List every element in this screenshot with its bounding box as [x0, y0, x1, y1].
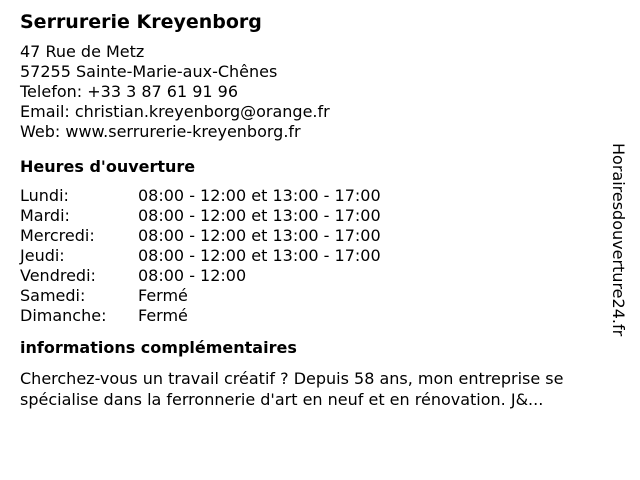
- hours-row-tuesday: [20, 206, 610, 226]
- email-address: Email: christian.kreyenborg@orange.fr: [20, 102, 330, 121]
- hours-time-value: 08:00 - 12:00 et 13:00 - 17:00: [138, 206, 381, 225]
- hours-row-saturday: [20, 286, 610, 306]
- additional-info-heading: informations complémentaires: [20, 338, 297, 357]
- hours-day-label: Mercredi:: [20, 226, 95, 245]
- hours-time-value: 08:00 - 12:00 et 13:00 - 17:00: [138, 226, 381, 245]
- hours-time-value: 08:00 - 12:00: [138, 266, 247, 285]
- hours-day-label: Dimanche:: [20, 306, 107, 325]
- hours-time-value: 08:00 - 12:00 et 13:00 - 17:00: [138, 246, 381, 265]
- city-address: 57255 Sainte-Marie-aux-Chênes: [20, 62, 278, 81]
- street-address: 47 Rue de Metz: [20, 42, 145, 61]
- hours-time-value: 08:00 - 12:00 et 13:00 - 17:00: [138, 186, 381, 205]
- hours-day-label: Lundi:: [20, 186, 69, 205]
- opening-hours-heading: Heures d'ouverture: [20, 157, 196, 176]
- hours-row-friday: [20, 266, 610, 286]
- website-address: Web: www.serrurerie-kreyenborg.fr: [20, 122, 301, 141]
- business-card: [20, 10, 610, 410]
- hours-day-label: Vendredi:: [20, 266, 96, 285]
- business-name: Serrurerie Kreyenborg: [20, 11, 262, 33]
- hours-row-monday: [20, 186, 610, 206]
- hours-day-label: Samedi:: [20, 286, 86, 305]
- business-description: Cherchez-vous un travail créatif ? Depuis 58 ans, mon entreprise se spécialise dans la ferronnerie d'art en neuf et en rénovation. J&...: [20, 369, 564, 409]
- hours-row-wednesday: [20, 226, 610, 246]
- hours-time-value: Fermé: [138, 286, 188, 305]
- hours-time-value: Fermé: [138, 306, 188, 325]
- opening-hours-table: [20, 186, 610, 326]
- hours-row-thursday: [20, 246, 610, 266]
- hours-row-sunday: [20, 306, 610, 326]
- watermark-text: Horairesdouverture24.fr: [609, 143, 628, 337]
- address-block: [20, 42, 610, 142]
- hours-day-label: Mardi:: [20, 206, 70, 225]
- phone-number: Telefon: +33 3 87 61 91 96: [20, 82, 239, 101]
- hours-day-label: Jeudi:: [20, 246, 65, 265]
- site-watermark: [608, 135, 638, 345]
